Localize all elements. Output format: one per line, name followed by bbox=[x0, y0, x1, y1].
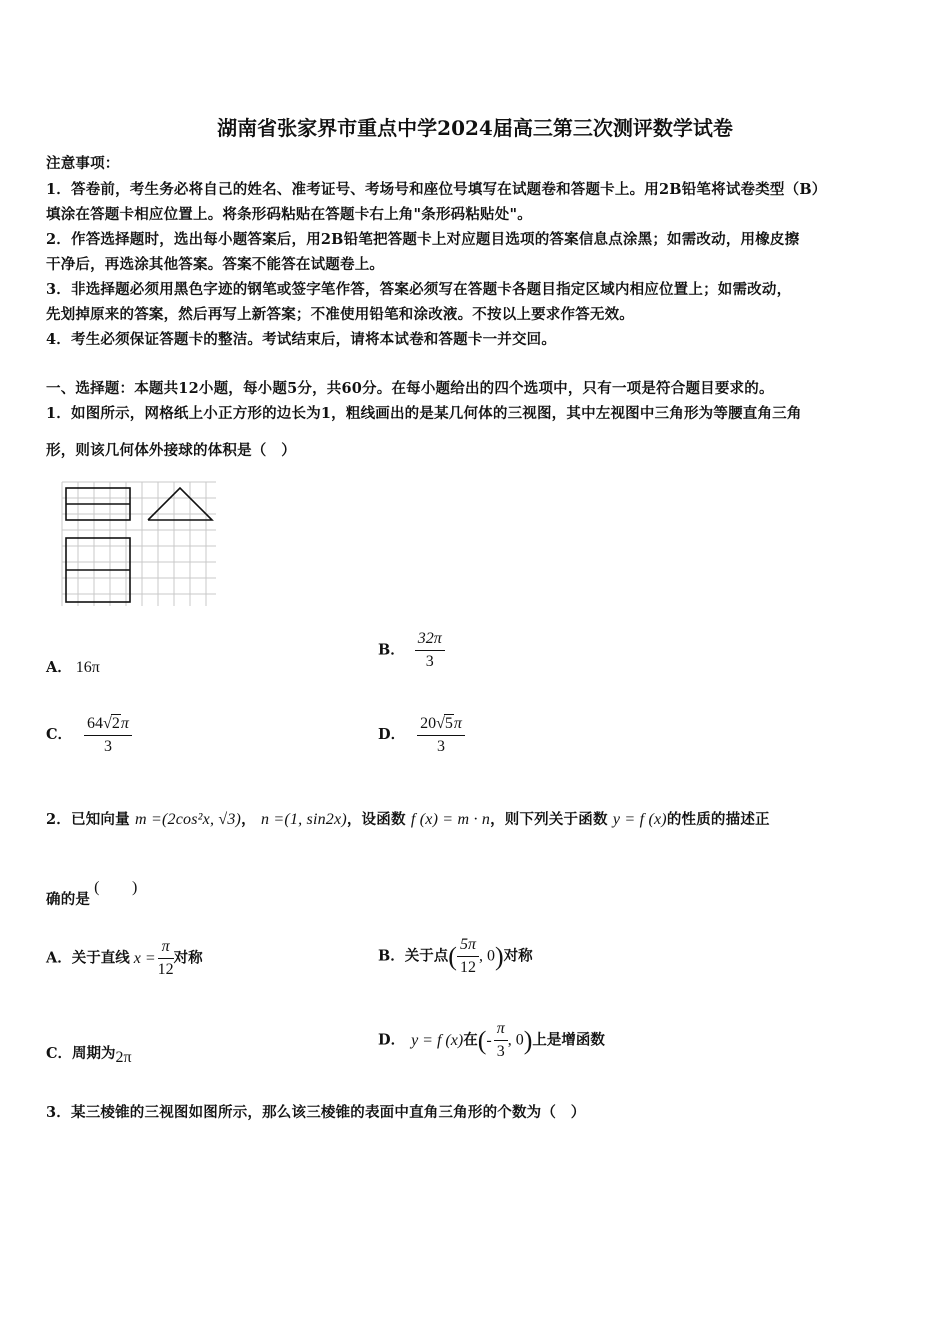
q2-option-b-tail: , 0 bbox=[478, 947, 495, 965]
q1-option-a-label: A． bbox=[46, 659, 72, 676]
q2-option-c[interactable] bbox=[46, 1042, 132, 1066]
q2-option-a-denominator: 12 bbox=[157, 961, 174, 978]
q1-option-c-coef: 64 bbox=[87, 715, 104, 732]
q2-answer-paren: ( ) bbox=[94, 879, 138, 896]
q1-option-b-numerator: 32π bbox=[415, 630, 445, 651]
q2-option-a[interactable] bbox=[46, 938, 203, 979]
q3-stem-line1: 3．某三棱锥的三视图如图所示，那么该三棱锥的表面中直角三角形的个数为（ ） bbox=[46, 1104, 586, 1121]
sqrt-sign: √ bbox=[103, 715, 112, 732]
q2-stem-line1 bbox=[46, 808, 770, 829]
notice-line: 填涂在答题卡相应位置上。将条形码粘贴在答题卡右上角"条形码粘贴处"。 bbox=[46, 206, 532, 223]
q2-option-b[interactable] bbox=[378, 936, 533, 977]
section-heading: 一、选择题：本题共12小题，每小题5分，共60分。在每小题给出的四个选项中，只有一项是符合题目要求的。 bbox=[46, 380, 774, 397]
notice-line: 1．答卷前，考生务必将自己的姓名、准考证号、考场号和座位号填写在试题卷和答题卡上。用2B铅笔将试卷类型（B） bbox=[46, 181, 827, 198]
q2-mid: ，设函数 bbox=[346, 811, 406, 828]
q2-suffix: 的性质的描述正 bbox=[666, 811, 770, 828]
right-paren: ) bbox=[523, 1025, 533, 1055]
three-view-grid-figure bbox=[58, 480, 220, 608]
q2-f-definition: f (x) = m · n bbox=[410, 811, 491, 828]
q2-option-c-label: C． bbox=[46, 1045, 73, 1062]
sqrt-sign: √ bbox=[436, 715, 445, 732]
q1-stem-line2: 形，则该几何体外接球的体积是（ ） bbox=[46, 442, 296, 459]
q2-option-d-mid: 在 bbox=[463, 1031, 478, 1049]
q2-mid2: ，则下列关于函数 bbox=[490, 811, 608, 828]
q2-option-a-var: x = bbox=[133, 949, 156, 967]
notice-line: 3．非选择题必须用黑色字迹的钢笔或签字笔作答，答案必须写在答题卡各题目指定区域内相应位置上；如需改动， bbox=[46, 281, 792, 298]
notice-heading: 注意事项： bbox=[46, 155, 120, 172]
q2-prefix: 2．已知向量 bbox=[46, 811, 130, 828]
q1-option-d-denominator: 3 bbox=[436, 738, 445, 755]
q2-option-a-pre: 关于直线 bbox=[71, 949, 130, 967]
q2-option-a-post: 对称 bbox=[173, 949, 203, 967]
page-title: 湖南省张家界市重点中学2024届高三第三次测评数学试卷 bbox=[217, 116, 733, 140]
q1-option-d-radicand: 5 bbox=[444, 715, 453, 732]
left-paren: ( bbox=[477, 1025, 487, 1055]
q2-option-d-denominator: 3 bbox=[496, 1043, 505, 1060]
notice-line: 先划掉原来的答案，然后再写上新答案；不准使用铅笔和涂改液。不按以上要求作答无效。 bbox=[46, 306, 634, 323]
q2-option-d-tail: , 0 bbox=[507, 1031, 524, 1049]
q2-option-b-denominator: 12 bbox=[459, 959, 476, 976]
right-paren: ) bbox=[494, 941, 504, 971]
q1-option-b-denominator: 3 bbox=[425, 653, 434, 670]
q2-vector-n: n =(1, sin2x) bbox=[261, 811, 347, 828]
q2-option-d[interactable] bbox=[378, 1020, 605, 1061]
q1-option-d[interactable] bbox=[378, 714, 465, 756]
q2-option-b-label: B． bbox=[378, 947, 405, 965]
q2-option-c-value: 2π bbox=[115, 1049, 132, 1066]
q2-line2: 确的是 bbox=[46, 891, 91, 908]
q2-option-a-numerator: π bbox=[158, 938, 174, 959]
q1-option-a[interactable] bbox=[46, 656, 100, 677]
q1-option-d-pi: π bbox=[453, 715, 462, 732]
notice-line: 2．作答选择题时，选出每小题答案后，用2B铅笔把答题卡上对应题目选项的答案信息点涂黑；如需改动，用橡皮擦 bbox=[46, 231, 800, 248]
q1-option-c-radicand: 2 bbox=[111, 715, 120, 732]
q2-option-a-label: A． bbox=[46, 949, 72, 967]
q2-option-c-pre: 周期为 bbox=[72, 1045, 116, 1062]
notice-line: 4．考生必须保证答题卡的整洁。考试结束后，请将本试卷和答题卡一并交回。 bbox=[46, 331, 557, 348]
q2-comma: ， bbox=[241, 811, 256, 828]
q1-option-d-coef: 20 bbox=[420, 715, 437, 732]
q2-option-d-label: D． bbox=[378, 1031, 406, 1049]
q2-option-d-minus: - bbox=[486, 1031, 492, 1049]
q2-option-b-numerator: 5π bbox=[457, 936, 479, 957]
q2-vector-m: m =(2cos²x, √3) bbox=[135, 811, 242, 828]
q1-option-c-pi: π bbox=[120, 715, 129, 732]
q1-option-d-label: D． bbox=[378, 726, 406, 743]
q2-option-b-pre: 关于点 bbox=[404, 947, 449, 965]
q1-option-a-value: 16π bbox=[75, 659, 100, 676]
q2-option-b-post: 对称 bbox=[503, 947, 533, 965]
left-paren: ( bbox=[448, 941, 457, 971]
q2-option-d-func: y = f (x) bbox=[411, 1031, 464, 1049]
q2-option-d-post: 上是增函数 bbox=[532, 1031, 605, 1049]
q2-option-d-numerator: π bbox=[494, 1020, 508, 1041]
q1-option-c[interactable] bbox=[46, 714, 132, 756]
q2-stem-line2 bbox=[46, 879, 138, 909]
q1-option-b-label: B． bbox=[378, 641, 405, 659]
q1-stem-line1: 1．如图所示，网格纸上小正方形的边长为1，粗线画出的是某几何体的三视图，其中左视图中三角形为等腰直角三角 bbox=[46, 405, 802, 422]
q2-y-definition: y = f (x) bbox=[612, 811, 667, 828]
q1-option-c-label: C． bbox=[46, 726, 73, 743]
notice-line: 干净后，再选涂其他答案。答案不能答在试题卷上。 bbox=[46, 256, 385, 273]
q1-option-b[interactable] bbox=[378, 630, 445, 671]
q1-option-c-denominator: 3 bbox=[103, 738, 112, 755]
